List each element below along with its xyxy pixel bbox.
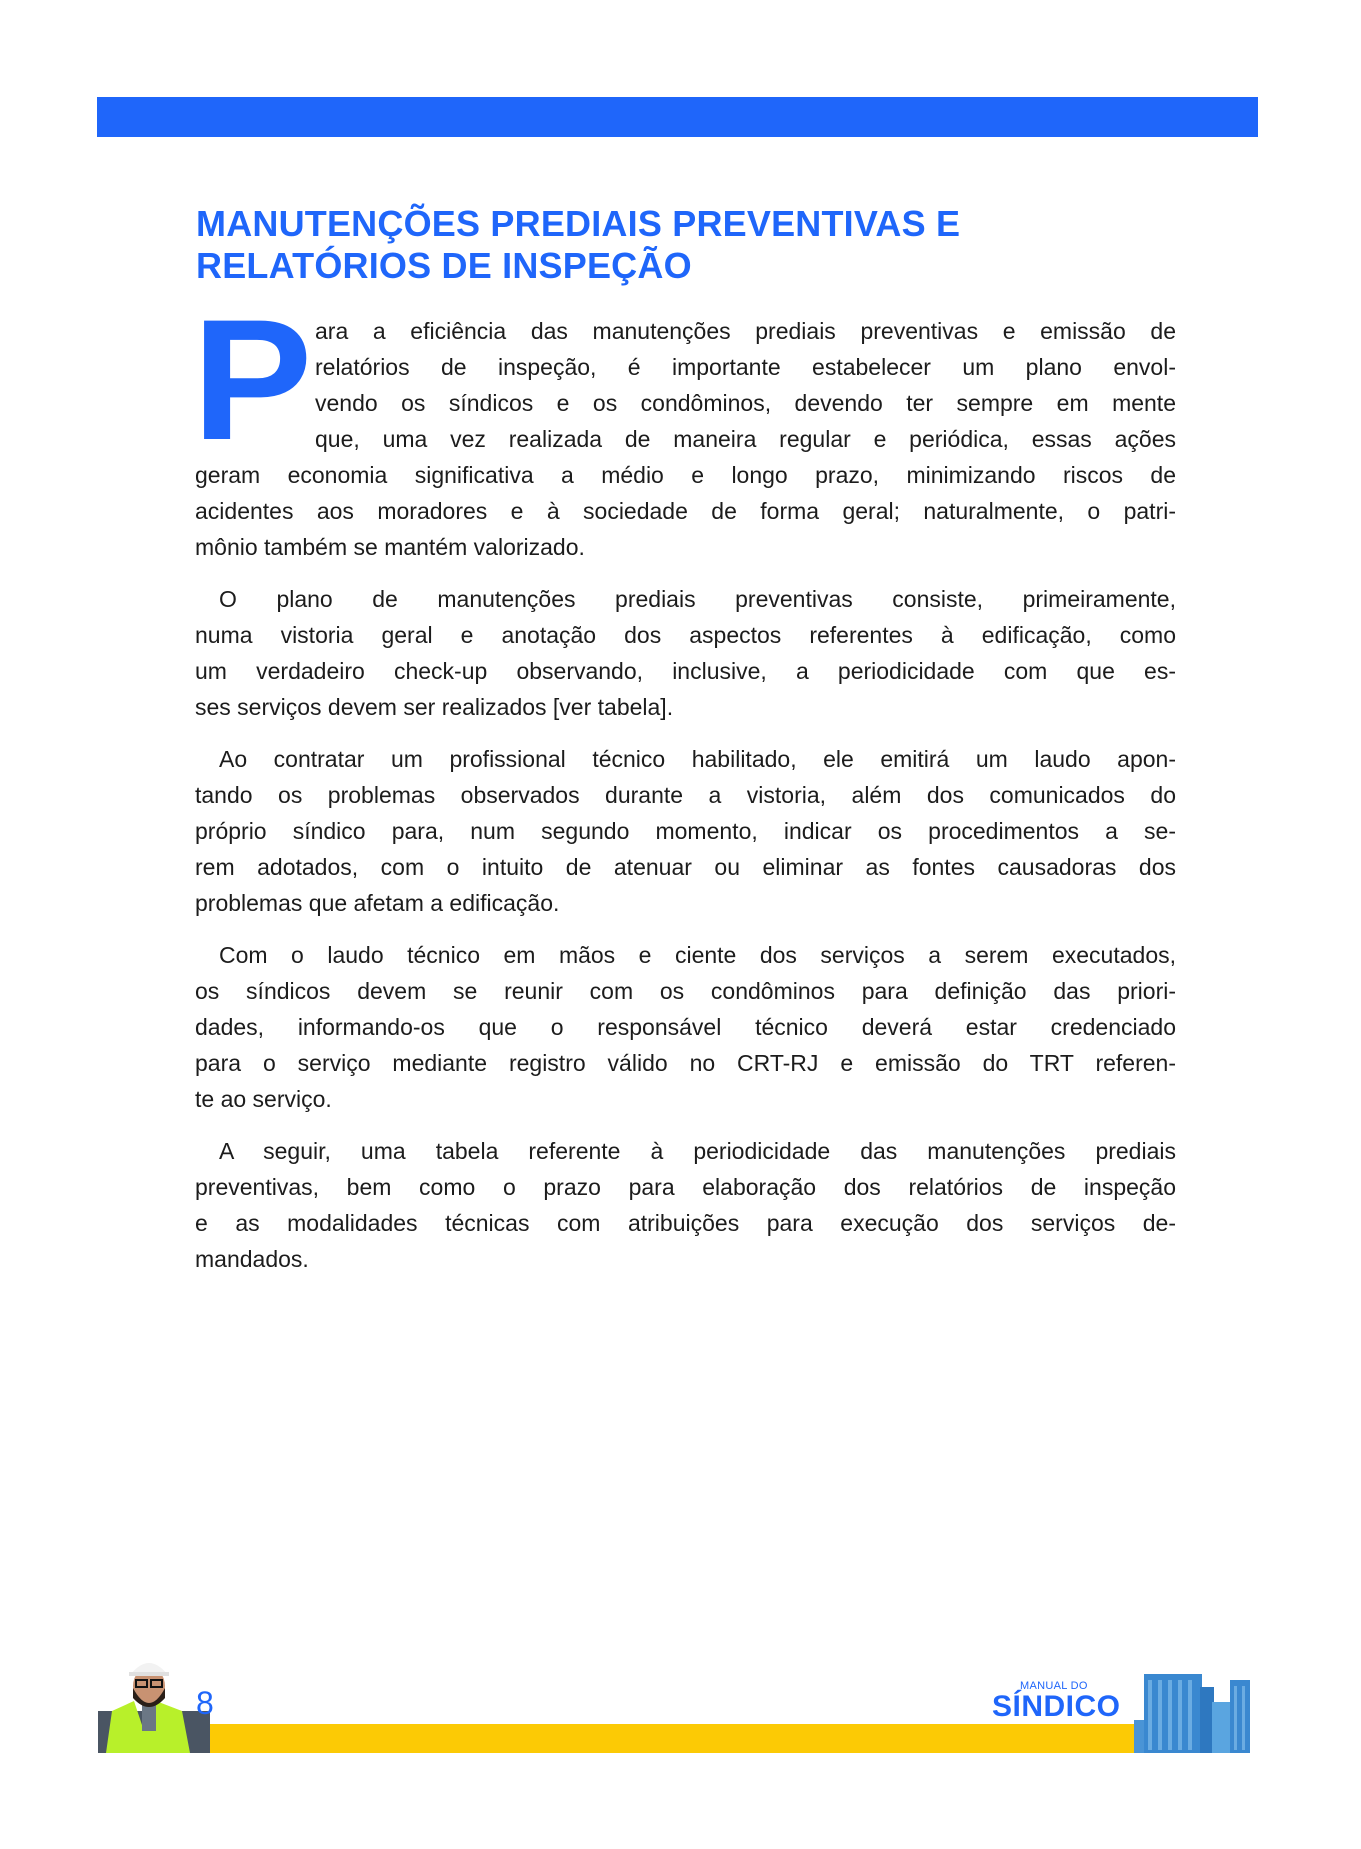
text-line: relatórios de inspeção, é importante estabelecer um plano envol- bbox=[315, 354, 1176, 380]
paragraph bbox=[195, 937, 1176, 1117]
text-line: para o serviço mediante registro válido no CRT-RJ e emissão do TRT referen- bbox=[195, 1050, 1176, 1076]
text-line: ses serviços devem ser realizados [ver tabela]. bbox=[195, 694, 674, 720]
text-line: A seguir, uma tabela referente à periodicidade das manutenções prediais bbox=[219, 1138, 1176, 1164]
text-line: acidentes aos moradores e à sociedade de forma geral; naturalmente, o patri- bbox=[195, 498, 1176, 524]
paragraph bbox=[195, 581, 1176, 725]
drop-cap: P bbox=[192, 284, 313, 476]
text-line: tando os problemas observados durante a vistoria, além dos comunicados do bbox=[195, 782, 1176, 808]
text-line: ara a eficiência das manutenções prediais preventivas e emissão de bbox=[315, 318, 1176, 344]
text-line: um verdadeiro check-up observando, inclusive, a periodicidade com que es- bbox=[195, 658, 1176, 684]
text-line: te ao serviço. bbox=[195, 1086, 332, 1112]
manual-do-sindico-logo bbox=[990, 1680, 1140, 1724]
buildings-illustration bbox=[1128, 1662, 1268, 1753]
paragraph bbox=[195, 741, 1176, 921]
page-number: 8 bbox=[196, 1685, 214, 1721]
page-title bbox=[196, 203, 1196, 287]
text-line: preventivas, bem como o prazo para elaboração dos relatórios de inspeção bbox=[195, 1174, 1176, 1200]
text-line: mônio também se mantém valorizado. bbox=[195, 534, 585, 560]
logo-big-text: SÍNDICO bbox=[992, 1690, 1121, 1723]
title-line: MANUTENÇÕES PREDIAIS PREVENTIVAS E bbox=[196, 203, 961, 244]
paragraph bbox=[195, 313, 1176, 565]
worker-photo bbox=[98, 1656, 210, 1753]
text-line: numa vistoria geral e anotação dos aspectos referentes à edificação, como bbox=[195, 622, 1176, 648]
text-line: O plano de manutenções prediais preventivas consiste, primeiramente, bbox=[219, 586, 1176, 612]
logo-small-text: MANUAL DO bbox=[1020, 1680, 1088, 1692]
body-text bbox=[195, 313, 1176, 1293]
text-line: problemas que afetam a edificação. bbox=[195, 890, 560, 916]
title-line: RELATÓRIOS DE INSPEÇÃO bbox=[196, 245, 692, 286]
text-line: e as modalidades técnicas com atribuições para execução dos serviços de- bbox=[195, 1210, 1176, 1236]
text-line: dades, informando-os que o responsável técnico deverá estar credenciado bbox=[195, 1014, 1176, 1040]
text-line: rem adotados, com o intuito de atenuar ou eliminar as fontes causadoras dos bbox=[195, 854, 1176, 880]
header-bar bbox=[97, 97, 1258, 137]
text-line: Ao contratar um profissional técnico habilitado, ele emitirá um laudo apon- bbox=[219, 746, 1176, 772]
paragraph bbox=[195, 1133, 1176, 1277]
text-line: os síndicos devem se reunir com os condôminos para definição das priori- bbox=[195, 978, 1176, 1004]
text-line: geram economia significativa a médio e longo prazo, minimizando riscos de bbox=[195, 462, 1176, 488]
text-line: mandados. bbox=[195, 1246, 309, 1272]
text-line: que, uma vez realizada de maneira regular e periódica, essas ações bbox=[315, 426, 1176, 452]
text-line: vendo os síndicos e os condôminos, devendo ter sempre em mente bbox=[315, 390, 1176, 416]
text-line: Com o laudo técnico em mãos e ciente dos serviços a serem executados, bbox=[219, 942, 1176, 968]
text-line: próprio síndico para, num segundo momento, indicar os procedimentos a se- bbox=[195, 818, 1176, 844]
footer-bar bbox=[98, 1724, 1143, 1753]
